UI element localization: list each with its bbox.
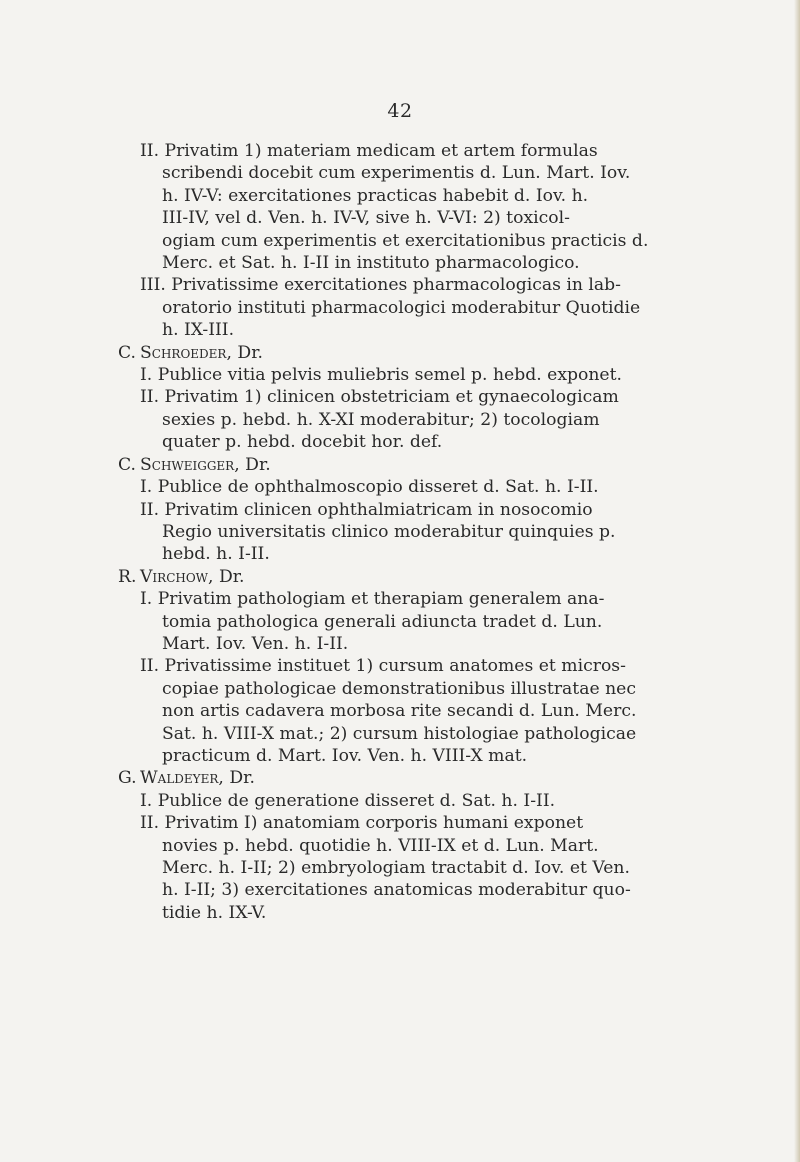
professor-name: Virchow	[140, 566, 209, 587]
course-item	[140, 476, 760, 498]
text-line: hebd. h. I-II.	[162, 544, 270, 565]
text-line: scribendi docebit cum experimentis d. Lun. Mart. Iov.	[162, 163, 631, 184]
text-line: sexies p. hebd. h. X-XI moderabitur; 2) tocologiam	[162, 409, 600, 430]
course-item	[140, 499, 760, 566]
professor-title: , Dr.	[208, 566, 245, 587]
lecture-listing	[118, 140, 760, 924]
text-line: III-IV, vel d. Ven. h. IV-V, sive h. V-VI: 2) toxicol-	[162, 208, 570, 229]
professor-name: Schweigger	[140, 454, 235, 475]
text-line: novies p. hebd. quotidie h. VIII-IX et d. Lun. Mart.	[162, 835, 599, 856]
text-line: II. Privatim 1) clinicen obstetriciam et gynaecologicam	[140, 387, 619, 408]
page-edge-shadow	[794, 0, 800, 1162]
course-item	[140, 812, 760, 924]
text-line: h. IX-III.	[162, 320, 235, 341]
text-line: practicum d. Mart. Iov. Ven. h. VIII-X mat.	[162, 745, 528, 766]
text-line: tomia pathologica generali adiuncta tradet d. Lun.	[162, 611, 603, 632]
course-item	[140, 386, 760, 453]
professor-entry-schroeder	[118, 342, 760, 454]
text-line: Merc. h. I-II; 2) embryologiam tractabit d. Iov. et Ven.	[162, 858, 630, 878]
professor-name: Waldeyer	[140, 768, 219, 789]
course-item	[140, 655, 760, 767]
text-line: II. Privatim clinicen ophthalmiatricam in nosocomio	[140, 499, 593, 520]
text-line: II. Privatim I) anatomiam corporis humani exponet	[140, 813, 584, 834]
text-line: h. IV-V: exercitationes practicas habebit d. Iov. h.	[162, 185, 589, 206]
professor-heading	[118, 342, 760, 364]
initial-letter: G.	[118, 768, 137, 789]
text-line: oratorio instituti pharmacologici moderabitur Quotidie	[162, 297, 641, 318]
text-line: I. Publice de generatione disseret d. Sat. h. I-II.	[140, 790, 556, 811]
professor-entry-waldeyer	[118, 767, 760, 924]
text-line: ogiam cum experimentis et exercitationibus practicis d.	[162, 230, 649, 251]
text-line: quater p. hebd. docebit hor. def.	[162, 432, 443, 453]
initial-letter: C.	[118, 454, 137, 475]
text-line: copiae pathologicae demonstrationibus illustratae nec	[162, 678, 636, 699]
initial-letter: R.	[118, 566, 137, 587]
course-item-iii	[140, 274, 760, 341]
professor-title: , Dr.	[226, 342, 263, 363]
page-number: 42	[387, 100, 413, 122]
text-line: tidie h. IX-V.	[162, 902, 267, 923]
professor-title: , Dr.	[234, 454, 271, 475]
continued-entry	[140, 140, 760, 342]
professor-title: , Dr.	[218, 768, 255, 789]
professor-entry-virchow	[118, 566, 760, 768]
course-item	[140, 790, 760, 812]
professor-heading	[118, 454, 760, 476]
professor-name: Schroeder	[140, 342, 227, 363]
text-line: I. Publice de ophthalmoscopio disseret d. Sat. h. I-II.	[140, 477, 599, 498]
professor-entry-schweigger	[118, 454, 760, 566]
text-line: h. I-II; 3) exercitationes anatomicas moderabitur quo-	[162, 880, 631, 901]
course-item	[140, 588, 760, 655]
text-line: III. Privatissime exercitationes pharmacologicas in lab-	[140, 275, 621, 296]
professor-heading	[118, 767, 760, 789]
text-line: Mart. Iov. Ven. h. I-II.	[162, 633, 349, 654]
text-line: II. Privatissime instituet 1) cursum anatomes et micros-	[140, 656, 626, 677]
text-line: Sat. h. VIII-X mat.; 2) cursum histologiae pathologicae	[162, 723, 637, 744]
professor-heading	[118, 566, 760, 588]
course-item	[140, 364, 760, 386]
text-line: Merc. et Sat. h. I-II in instituto pharmacologico.	[162, 253, 580, 274]
text-line: I. Publice vitia pelvis muliebris semel p. hebd. exponet.	[140, 365, 622, 386]
course-item-ii	[140, 140, 760, 274]
text-line: II. Privatim 1) materiam medicam et artem formulas	[140, 141, 598, 161]
text-line: Regio universitatis clinico moderabitur quinquies p.	[162, 521, 616, 542]
text-line: non artis cadavera morbosa rite secandi d. Lun. Merc.	[162, 701, 637, 722]
text-line: I. Privatim pathologiam et therapiam generalem ana-	[140, 589, 605, 610]
initial-letter: C.	[118, 342, 137, 363]
